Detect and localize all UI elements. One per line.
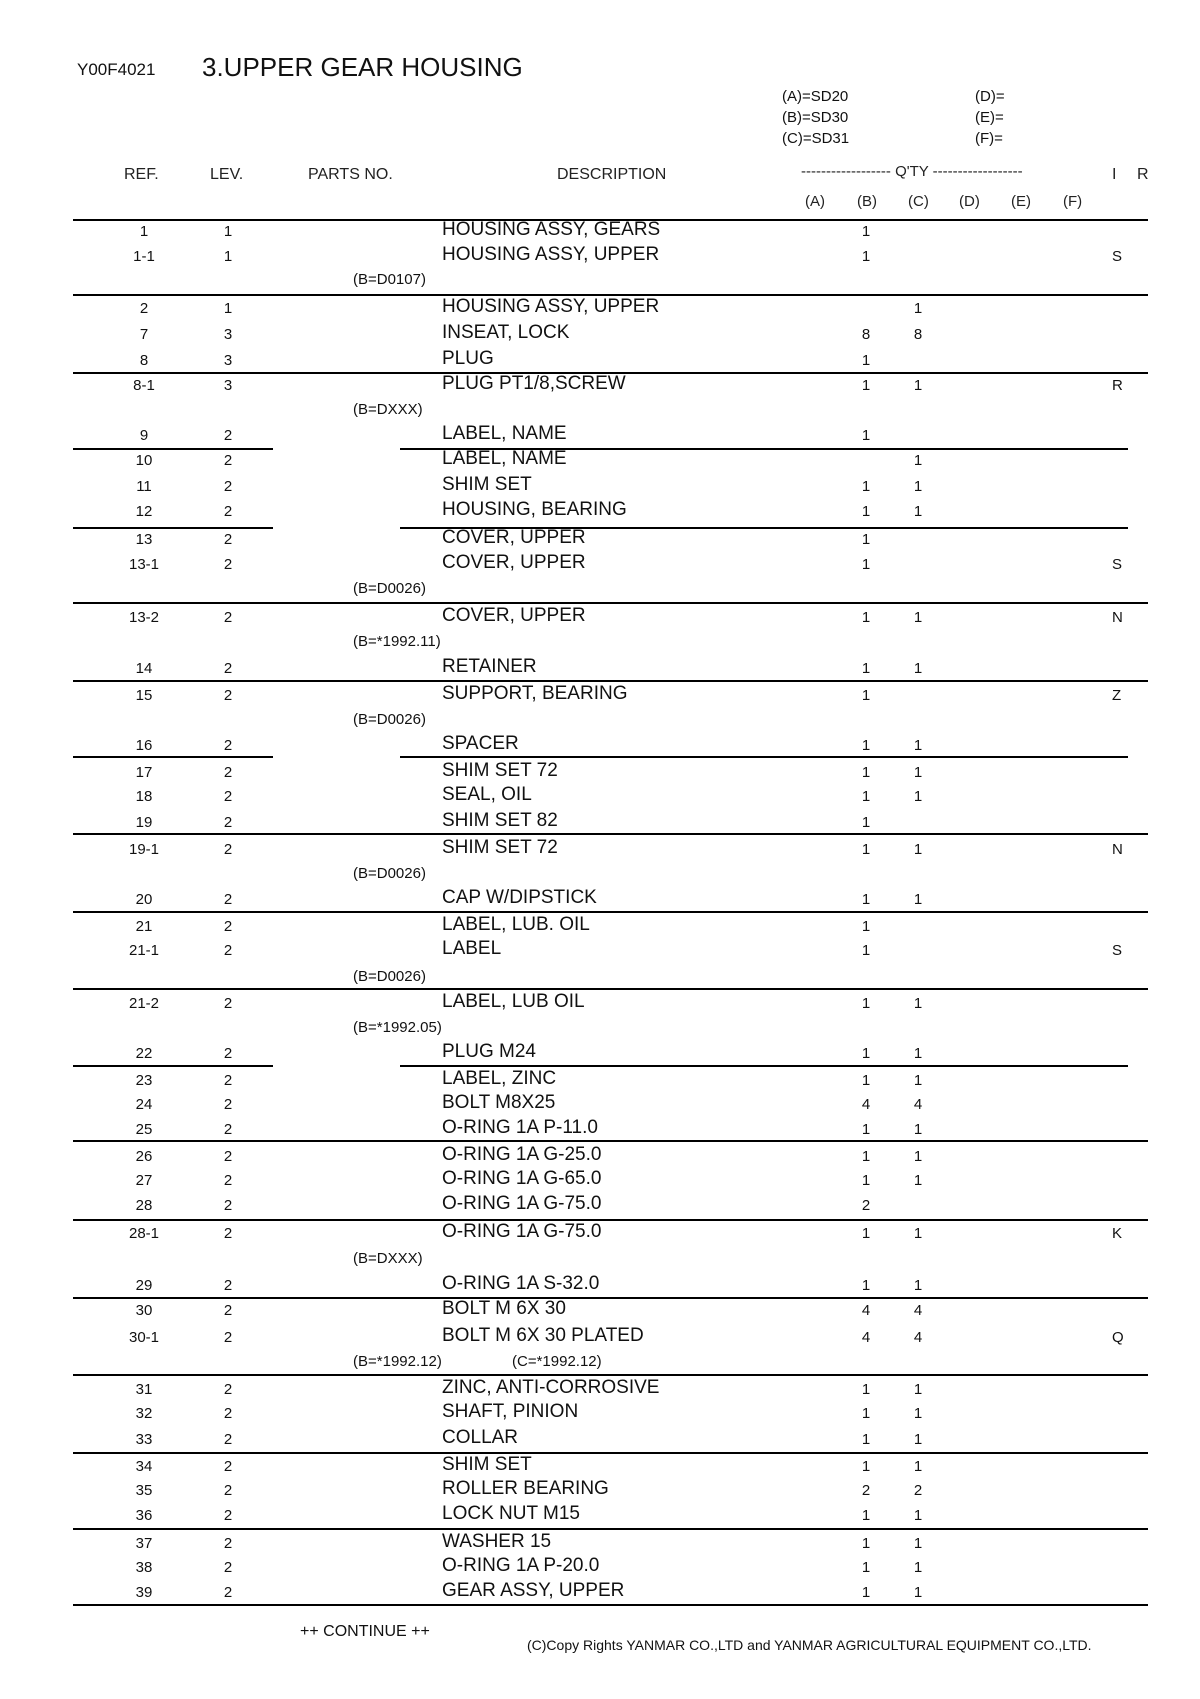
qty-b-cell: 1 [861, 1381, 871, 1398]
qty-c-cell: 1 [913, 300, 923, 317]
change-note: (C=*1992.12) [512, 1353, 602, 1370]
description-cell: SEAL, OIL [442, 784, 532, 805]
ref-cell: 12 [135, 503, 153, 520]
qty-b-cell: 2 [861, 1197, 871, 1214]
level-cell: 2 [223, 1121, 233, 1138]
ref-cell: 13-1 [128, 556, 160, 573]
description-cell: O-RING 1A G-65.0 [442, 1168, 602, 1189]
level-cell: 2 [223, 1559, 233, 1576]
remark-cell: K [1112, 1225, 1123, 1242]
level-cell: 2 [223, 814, 233, 831]
ref-cell: 15 [135, 687, 153, 704]
ref-cell: 19 [135, 814, 153, 831]
ref-cell: 11 [136, 478, 152, 495]
ref-cell: 36 [135, 1507, 153, 1524]
description-cell: SHIM SET [442, 1454, 532, 1475]
level-cell: 2 [223, 531, 233, 548]
qty-b-cell: 1 [861, 478, 871, 495]
qty-b-cell: 1 [861, 942, 871, 959]
level-cell: 2 [223, 1277, 233, 1294]
level-cell: 2 [223, 1507, 233, 1524]
ref-cell: 30 [135, 1302, 153, 1319]
level-cell: 2 [223, 1458, 233, 1475]
description-cell: INSEAT, LOCK [442, 322, 570, 343]
level-cell: 2 [223, 427, 233, 444]
remark-cell: S [1112, 556, 1123, 573]
ref-cell: 17 [135, 764, 153, 781]
qty-b-cell: 1 [861, 918, 871, 935]
level-cell: 2 [223, 660, 233, 677]
qty-column-c: (C) [908, 193, 929, 210]
qty-b-cell: 1 [861, 737, 871, 754]
description-cell: O-RING 1A S-32.0 [442, 1273, 600, 1294]
ref-cell: 10 [135, 452, 153, 469]
level-cell: 2 [223, 503, 233, 520]
description-cell: LOCK NUT M15 [442, 1503, 580, 1524]
level-cell: 2 [223, 1302, 233, 1319]
table-rule [73, 911, 1148, 913]
qty-b-cell: 1 [861, 352, 871, 369]
ref-cell: 20 [135, 891, 153, 908]
description-cell: LABEL, ZINC [442, 1068, 557, 1089]
qty-c-cell: 1 [913, 764, 923, 781]
qty-b-cell: 1 [861, 556, 871, 573]
qty-c-cell: 4 [913, 1096, 923, 1113]
description-cell: SHIM SET 72 [442, 760, 558, 781]
ref-cell: 28-1 [128, 1225, 160, 1242]
ref-cell: 39 [135, 1584, 153, 1601]
description-cell: RETAINER [442, 656, 537, 677]
qty-b-cell: 1 [861, 1121, 871, 1138]
description-cell: CAP W/DIPSTICK [442, 887, 597, 908]
level-cell: 1 [223, 300, 233, 317]
level-cell: 2 [223, 764, 233, 781]
level-cell: 2 [223, 1045, 233, 1062]
qty-b-cell: 1 [861, 1172, 871, 1189]
level-cell: 2 [223, 1482, 233, 1499]
table-rule [73, 680, 1148, 682]
qty-c-cell: 8 [913, 326, 923, 343]
change-note: (B=*1992.11) [353, 633, 441, 650]
qty-b-cell: 4 [861, 1096, 871, 1113]
level-cell: 2 [223, 1197, 233, 1214]
table-rule [400, 1065, 1128, 1067]
qty-b-cell: 1 [861, 531, 871, 548]
change-note: (B=*1992.12) [353, 1353, 442, 1370]
description-cell: LABEL, NAME [442, 448, 567, 469]
table-rule [73, 1219, 1148, 1221]
qty-column-a: (A) [805, 193, 825, 210]
description-cell: O-RING 1A P-11.0 [442, 1117, 598, 1138]
description-cell: BOLT M 6X 30 [442, 1298, 566, 1319]
description-cell: HOUSING ASSY, UPPER [442, 296, 660, 317]
qty-b-cell: 1 [861, 377, 871, 394]
qty-c-cell: 1 [913, 1559, 923, 1576]
level-cell: 1 [223, 223, 233, 240]
ref-cell: 32 [135, 1405, 153, 1422]
ref-cell: 23 [135, 1072, 153, 1089]
qty-b-cell: 1 [861, 1584, 871, 1601]
level-cell: 2 [223, 556, 233, 573]
description-cell: COVER, UPPER [442, 605, 586, 626]
qty-b-cell: 2 [861, 1482, 871, 1499]
qty-b-cell: 1 [861, 995, 871, 1012]
description-cell: LABEL, NAME [442, 423, 567, 444]
table-rule [400, 756, 1128, 758]
qty-b-cell: 1 [861, 1225, 871, 1242]
table-rule [73, 988, 1148, 990]
change-note: (B=D0026) [353, 968, 426, 985]
table-rule [73, 1065, 273, 1067]
change-note: (B=*1992.05) [353, 1019, 442, 1036]
qty-c-cell: 1 [913, 1172, 923, 1189]
level-cell: 3 [223, 326, 233, 343]
ref-cell: 22 [135, 1045, 153, 1062]
level-cell: 2 [223, 1148, 233, 1165]
ref-cell: 30-1 [128, 1329, 160, 1346]
qty-b-cell: 1 [861, 503, 871, 520]
change-note: (B=D0026) [353, 580, 426, 597]
change-note: (B=D0107) [353, 271, 426, 288]
qty-b-cell: 1 [861, 248, 871, 265]
qty-b-cell: 1 [861, 427, 871, 444]
ref-cell: 25 [135, 1121, 153, 1138]
qty-column-d: (D) [959, 193, 980, 210]
description-cell: SHAFT, PINION [442, 1401, 579, 1422]
ref-cell: 1-1 [133, 248, 155, 265]
qty-b-cell: 1 [861, 814, 871, 831]
level-cell: 2 [223, 478, 233, 495]
ref-cell: 21-2 [128, 995, 160, 1012]
remark-cell: S [1112, 942, 1123, 959]
column-header-ref: REF. [124, 166, 159, 183]
qty-c-cell: 1 [913, 788, 923, 805]
table-rule [73, 1604, 1148, 1606]
description-cell: LABEL [442, 938, 502, 959]
ref-cell: 13-2 [128, 609, 160, 626]
ref-cell: 34 [135, 1458, 153, 1475]
qty-c-cell: 1 [913, 1045, 923, 1062]
level-cell: 2 [223, 995, 233, 1012]
qty-c-cell: 1 [913, 1381, 923, 1398]
model-legend-b: (B)=SD30 [782, 109, 849, 126]
qty-c-cell: 1 [913, 1458, 923, 1475]
qty-c-cell: 1 [913, 1584, 923, 1601]
level-cell: 2 [223, 737, 233, 754]
ref-cell: 31 [135, 1381, 153, 1398]
ref-cell: 37 [135, 1535, 153, 1552]
continue-marker: ++ CONTINUE ++ [300, 1623, 430, 1640]
qty-c-cell: 1 [913, 737, 923, 754]
ref-cell: 9 [139, 427, 149, 444]
table-rule [73, 1140, 1148, 1142]
model-legend-f: (F)= [975, 130, 1003, 147]
description-cell: LABEL, LUB OIL [442, 991, 585, 1012]
qty-b-cell: 4 [861, 1329, 871, 1346]
description-cell: PLUG [442, 348, 494, 369]
column-header-qty: ------------------ Q'TY ------------------ [801, 163, 1023, 180]
description-cell: GEAR ASSY, UPPER [442, 1580, 625, 1601]
qty-c-cell: 1 [913, 995, 923, 1012]
ref-cell: 14 [135, 660, 153, 677]
qty-b-cell: 1 [861, 1148, 871, 1165]
qty-b-cell: 1 [861, 1458, 871, 1475]
description-cell: SHIM SET 72 [442, 837, 558, 858]
description-cell: WASHER 15 [442, 1531, 552, 1552]
level-cell: 2 [223, 1431, 233, 1448]
description-cell: SHIM SET 82 [442, 810, 558, 831]
column-header-description: DESCRIPTION [557, 166, 667, 183]
ref-cell: 28 [135, 1197, 153, 1214]
description-cell: HOUSING, BEARING [442, 499, 627, 520]
description-cell: LABEL, LUB. OIL [442, 914, 590, 935]
description-cell: PLUG PT1/8,SCREW [442, 373, 626, 394]
qty-c-cell: 2 [913, 1482, 923, 1499]
model-legend-e: (E)= [975, 109, 1004, 126]
table-rule [73, 756, 273, 758]
qty-b-cell: 1 [861, 609, 871, 626]
qty-c-cell: 1 [913, 609, 923, 626]
level-cell: 2 [223, 452, 233, 469]
qty-c-cell: 1 [913, 1405, 923, 1422]
description-cell: BOLT M8X25 [442, 1092, 556, 1113]
level-cell: 2 [223, 1405, 233, 1422]
qty-b-cell: 1 [861, 223, 871, 240]
remark-cell: N [1112, 841, 1123, 858]
description-cell: O-RING 1A P-20.0 [442, 1555, 600, 1576]
page-title: 3.UPPER GEAR HOUSING [202, 52, 523, 82]
qty-c-cell: 1 [913, 1225, 923, 1242]
ref-cell: 16 [135, 737, 153, 754]
ref-cell: 21-1 [128, 942, 160, 959]
level-cell: 2 [223, 687, 233, 704]
description-cell: BOLT M 6X 30 PLATED [442, 1325, 644, 1346]
ref-cell: 19-1 [128, 841, 160, 858]
qty-c-cell: 1 [913, 1431, 923, 1448]
level-cell: 2 [223, 788, 233, 805]
ref-cell: 29 [135, 1277, 153, 1294]
description-cell: PLUG M24 [442, 1041, 536, 1062]
table-rule [73, 602, 1148, 604]
description-cell: HOUSING ASSY, UPPER [442, 244, 660, 265]
ref-cell: 33 [135, 1431, 153, 1448]
qty-c-cell: 1 [913, 1121, 923, 1138]
table-rule [73, 1452, 1148, 1454]
level-cell: 2 [223, 1072, 233, 1089]
qty-c-cell: 1 [913, 1148, 923, 1165]
description-cell: COVER, UPPER [442, 552, 586, 573]
table-rule [73, 833, 1148, 835]
qty-b-cell: 1 [861, 687, 871, 704]
table-rule [73, 1297, 1148, 1299]
column-header-r: R [1137, 166, 1149, 183]
qty-column-b: (B) [857, 193, 877, 210]
qty-c-cell: 1 [913, 660, 923, 677]
qty-c-cell: 1 [913, 377, 923, 394]
description-cell: SPACER [442, 733, 519, 754]
model-legend-d: (D)= [975, 88, 1005, 105]
ref-cell: 1 [139, 223, 149, 240]
description-cell: SUPPORT, BEARING [442, 683, 628, 704]
qty-c-cell: 1 [913, 478, 923, 495]
level-cell: 2 [223, 891, 233, 908]
column-header-lev: LEV. [210, 166, 244, 183]
level-cell: 2 [223, 942, 233, 959]
remark-cell: Q [1112, 1329, 1124, 1346]
level-cell: 2 [223, 1172, 233, 1189]
qty-b-cell: 1 [861, 891, 871, 908]
qty-b-cell: 1 [861, 1507, 871, 1524]
level-cell: 2 [223, 918, 233, 935]
remark-cell: Z [1112, 687, 1122, 704]
ref-cell: 27 [135, 1172, 153, 1189]
ref-cell: 26 [135, 1148, 153, 1165]
level-cell: 2 [223, 1225, 233, 1242]
qty-b-cell: 8 [861, 326, 871, 343]
qty-c-cell: 4 [913, 1329, 923, 1346]
ref-cell: 21 [135, 918, 153, 935]
level-cell: 2 [223, 1381, 233, 1398]
level-cell: 2 [223, 1535, 233, 1552]
column-header-parts-no: PARTS NO. [308, 166, 393, 183]
ref-cell: 8 [139, 352, 149, 369]
level-cell: 2 [223, 609, 233, 626]
qty-b-cell: 1 [861, 1431, 871, 1448]
qty-b-cell: 1 [861, 1072, 871, 1089]
description-cell: O-RING 1A G-75.0 [442, 1221, 602, 1242]
level-cell: 3 [223, 377, 233, 394]
qty-c-cell: 1 [913, 1072, 923, 1089]
ref-cell: 7 [139, 326, 149, 343]
qty-c-cell: 1 [913, 841, 923, 858]
level-cell: 1 [223, 248, 233, 265]
description-cell: ROLLER BEARING [442, 1478, 609, 1499]
table-rule [73, 448, 273, 450]
description-cell: HOUSING ASSY, GEARS [442, 219, 661, 240]
level-cell: 2 [223, 1329, 233, 1346]
change-note: (B=DXXX) [353, 401, 423, 418]
change-note: (B=D0026) [353, 711, 426, 728]
description-cell: ZINC, ANTI-CORROSIVE [442, 1377, 660, 1398]
qty-b-cell: 1 [861, 1277, 871, 1294]
qty-b-cell: 4 [861, 1302, 871, 1319]
qty-b-cell: 1 [861, 1045, 871, 1062]
qty-b-cell: 1 [861, 660, 871, 677]
qty-b-cell: 1 [861, 788, 871, 805]
description-cell: SHIM SET [442, 474, 532, 495]
qty-c-cell: 1 [913, 503, 923, 520]
ref-cell: 24 [135, 1096, 153, 1113]
ref-cell: 8-1 [133, 377, 155, 394]
remark-cell: S [1112, 248, 1123, 265]
copyright-notice: (C)Copy Rights YANMAR CO.,LTD and YANMAR AGRICULTURAL EQUIPMENT CO.,LTD. [527, 1637, 1092, 1653]
qty-b-cell: 1 [861, 764, 871, 781]
qty-c-cell: 1 [913, 1535, 923, 1552]
level-cell: 3 [223, 352, 233, 369]
level-cell: 2 [223, 1584, 233, 1601]
ref-cell: 38 [135, 1559, 153, 1576]
ref-cell: 2 [139, 300, 149, 317]
model-legend-a: (A)=SD20 [782, 88, 849, 105]
table-rule [73, 1374, 1148, 1376]
change-note: (B=DXXX) [353, 1250, 423, 1267]
remark-cell: N [1112, 609, 1123, 626]
qty-b-cell: 1 [861, 1535, 871, 1552]
qty-column-f: (F) [1063, 193, 1083, 210]
qty-b-cell: 1 [861, 1559, 871, 1576]
description-cell: COLLAR [442, 1427, 519, 1448]
table-rule [73, 1528, 1148, 1530]
qty-b-cell: 1 [861, 841, 871, 858]
level-cell: 2 [223, 841, 233, 858]
description-cell: O-RING 1A G-75.0 [442, 1193, 602, 1214]
change-note: (B=D0026) [353, 865, 426, 882]
description-cell: COVER, UPPER [442, 527, 586, 548]
qty-c-cell: 1 [913, 1277, 923, 1294]
qty-c-cell: 1 [913, 1507, 923, 1524]
qty-c-cell: 1 [913, 891, 923, 908]
qty-b-cell: 1 [861, 1405, 871, 1422]
ref-cell: 18 [135, 788, 153, 805]
document-code: Y00F4021 [77, 60, 156, 79]
table-rule [73, 527, 273, 529]
qty-c-cell: 1 [913, 452, 923, 469]
level-cell: 2 [223, 1096, 233, 1113]
ref-cell: 35 [135, 1482, 153, 1499]
model-legend-c: (C)=SD31 [782, 130, 850, 147]
description-cell: O-RING 1A G-25.0 [442, 1144, 602, 1165]
remark-cell: R [1112, 377, 1123, 394]
column-header-i: I [1112, 166, 1117, 183]
qty-column-e: (E) [1011, 193, 1031, 210]
qty-c-cell: 4 [913, 1302, 923, 1319]
ref-cell: 13 [135, 531, 153, 548]
